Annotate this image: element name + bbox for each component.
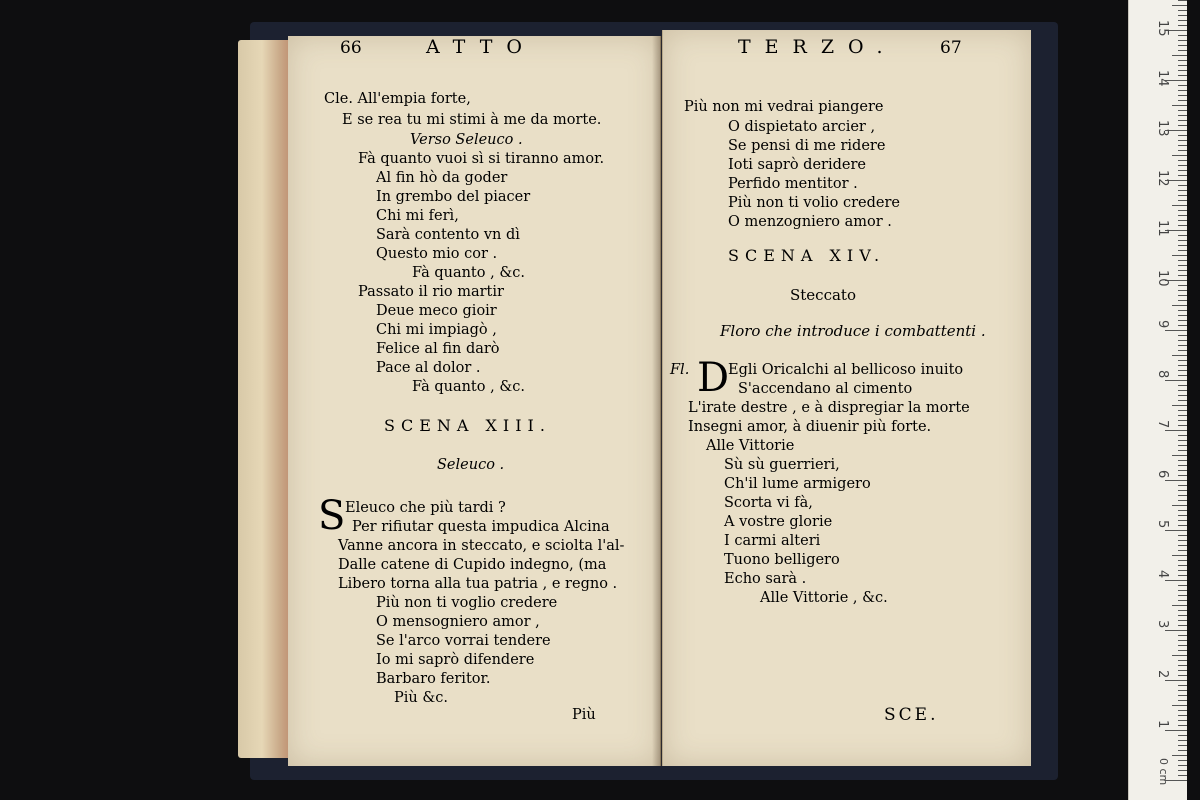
ruler-number: 5	[1155, 520, 1170, 529]
ruler-tick	[1178, 335, 1187, 336]
text-line: A vostre glorie	[724, 514, 833, 530]
ruler-tick	[1178, 50, 1187, 51]
ruler-tick	[1178, 770, 1187, 771]
ruler-tick	[1178, 210, 1187, 211]
text-line: Dalle catene di Cupido indegno, (ma	[338, 557, 607, 573]
ruler-tick	[1178, 740, 1187, 741]
ruler-tick	[1178, 325, 1187, 326]
ruler-tick	[1178, 125, 1187, 126]
ruler-number: 11	[1155, 220, 1170, 237]
text-line: Fà quanto vuoi sì si tiranno amor.	[358, 151, 605, 167]
ruler-tick	[1178, 620, 1187, 621]
ruler-tick	[1178, 525, 1187, 526]
ruler-tick	[1178, 640, 1187, 641]
ruler-tick	[1178, 290, 1187, 291]
ruler-tick	[1178, 340, 1187, 341]
text-line: Per rifiutar questa impudica Alcina	[352, 519, 610, 535]
ruler-tick	[1178, 760, 1187, 761]
ruler-tick	[1178, 610, 1187, 611]
ruler-tick	[1178, 350, 1187, 351]
ruler-number: 6	[1155, 470, 1170, 479]
ruler-tick	[1178, 235, 1187, 236]
ruler-tick	[1178, 450, 1187, 451]
ruler-tick	[1178, 85, 1187, 86]
ruler-tick	[1178, 195, 1187, 196]
text-line: Se l'arco vorrai tendere	[376, 633, 551, 649]
ruler-tick	[1165, 630, 1187, 631]
text-line: Più non ti volio credere	[728, 195, 900, 211]
stage-direction: Verso Seleuco .	[410, 132, 523, 148]
ruler-tick	[1178, 260, 1187, 261]
ruler-number: 3	[1155, 620, 1170, 629]
ruler-number: 14	[1155, 70, 1170, 87]
text-line: Insegni amor, à diuenir più forte.	[688, 419, 932, 435]
ruler-tick	[1172, 555, 1187, 556]
text-line: Alle Vittorie , &c.	[760, 590, 888, 606]
ruler-tick	[1178, 170, 1187, 171]
ruler-tick	[1178, 685, 1187, 686]
ruler-tick	[1178, 460, 1187, 461]
ruler-tick	[1178, 385, 1187, 386]
ruler-tick	[1178, 515, 1187, 516]
scene-character: Seleuco .	[437, 457, 505, 473]
text-line: Barbaro feritor.	[376, 671, 491, 687]
ruler-tick	[1178, 315, 1187, 316]
ruler-number: 8	[1155, 370, 1170, 379]
ruler-tick	[1178, 145, 1187, 146]
ruler-tick	[1178, 635, 1187, 636]
text-line: Al fin hò da goder	[376, 170, 508, 186]
ruler-tick	[1178, 60, 1187, 61]
ruler-tick	[1165, 530, 1187, 531]
ruler-tick	[1178, 300, 1187, 301]
ruler-tick	[1178, 285, 1187, 286]
ruler-tick	[1178, 275, 1187, 276]
ruler-tick	[1178, 550, 1187, 551]
ruler-tick	[1178, 465, 1187, 466]
ruler-tick	[1178, 670, 1187, 671]
ruler-tick	[1178, 710, 1187, 711]
ruler-tick	[1178, 425, 1187, 426]
ruler-tick	[1178, 625, 1187, 626]
text-line: Ioti saprò deridere	[728, 157, 866, 173]
ruler-tick	[1178, 565, 1187, 566]
ruler-tick	[1178, 135, 1187, 136]
ruler-tick	[1178, 375, 1187, 376]
ruler-tick	[1178, 25, 1187, 26]
text-line: Fà quanto , &c.	[412, 265, 525, 281]
ruler-tick	[1178, 220, 1187, 221]
ruler-tick	[1178, 165, 1187, 166]
ruler-tick	[1178, 365, 1187, 366]
ruler-tick	[1178, 435, 1187, 436]
ruler-tick	[1178, 575, 1187, 576]
ruler-tick	[1178, 520, 1187, 521]
text-line: In grembo del piacer	[376, 189, 531, 205]
text-line: Ch'il lume armigero	[724, 476, 871, 492]
ruler-tick	[1178, 110, 1187, 111]
ruler-tick	[1178, 245, 1187, 246]
ruler-tick	[1178, 725, 1187, 726]
left-running-header: ATTO	[426, 36, 536, 58]
ruler-tick	[1172, 755, 1187, 756]
right-page-number: 67	[940, 38, 962, 58]
ruler-tick	[1178, 585, 1187, 586]
ruler-tick	[1178, 265, 1187, 266]
ruler-tick	[1178, 560, 1187, 561]
scene-character: Floro che introduce i combattenti .	[720, 322, 986, 340]
ruler-tick	[1178, 75, 1187, 76]
ruler-tick	[1178, 590, 1187, 591]
ruler-tick	[1172, 105, 1187, 106]
ruler-tick	[1178, 495, 1187, 496]
ruler-tick	[1178, 200, 1187, 201]
ruler-tick	[1178, 475, 1187, 476]
ruler-tick	[1178, 675, 1187, 676]
scene-title: SCENA XIV.	[728, 246, 886, 265]
ruler-tick	[1165, 380, 1187, 381]
text-line: E se rea tu mi stimi à me da morte.	[342, 112, 602, 128]
text-line: Più &c.	[394, 690, 448, 706]
text-line: L'irate destre , e à dispregiar la morte	[688, 400, 970, 416]
ruler-tick	[1172, 5, 1187, 6]
ruler-tick	[1178, 20, 1187, 21]
ruler-tick	[1178, 775, 1187, 776]
ruler-tick	[1178, 535, 1187, 536]
text-line: O dispietato arcier ,	[728, 119, 876, 135]
text-line: Sù sù guerrieri,	[724, 457, 840, 473]
text-line: Chi mi impiagò ,	[376, 322, 497, 338]
ruler-number: 1	[1155, 720, 1170, 729]
ruler-tick	[1178, 600, 1187, 601]
ruler-tick	[1172, 155, 1187, 156]
ruler-tick	[1178, 715, 1187, 716]
ruler-tick	[1178, 615, 1187, 616]
ruler-tick	[1178, 440, 1187, 441]
drop-cap: S	[318, 493, 346, 539]
text-line: Sarà contento vn dì	[376, 227, 520, 243]
ruler-tick	[1178, 175, 1187, 176]
ruler-tick	[1178, 160, 1187, 161]
ruler-number: 9	[1155, 320, 1170, 329]
ruler-tick	[1178, 35, 1187, 36]
text-line: Fà quanto , &c.	[412, 379, 525, 395]
ruler-number: 15	[1155, 20, 1170, 37]
ruler-tick	[1172, 55, 1187, 56]
catchword: Più	[572, 707, 596, 723]
ruler-tick	[1165, 580, 1187, 581]
ruler-tick	[1178, 400, 1187, 401]
text-line: Più non ti voglio credere	[376, 595, 558, 611]
ruler-tick	[1178, 490, 1187, 491]
speaker-label: Fl.	[670, 362, 690, 378]
text-line: Alle Vittorie	[706, 438, 795, 454]
drop-cap: D	[697, 355, 730, 401]
ruler-tick	[1178, 540, 1187, 541]
text-line: Felice al fin darò	[376, 341, 500, 357]
ruler-tick	[1178, 240, 1187, 241]
ruler-tick	[1172, 705, 1187, 706]
ruler-tick	[1178, 750, 1187, 751]
ruler-tick	[1172, 405, 1187, 406]
ruler-tick	[1178, 310, 1187, 311]
ruler-tick	[1178, 0, 1187, 1]
text-line: Deue meco gioir	[376, 303, 497, 319]
ruler-tick	[1178, 115, 1187, 116]
ruler-tick	[1178, 645, 1187, 646]
ruler-tick	[1178, 185, 1187, 186]
ruler-tick	[1178, 700, 1187, 701]
ruler-tick	[1178, 570, 1187, 571]
ruler-tick	[1172, 205, 1187, 206]
ruler-tick	[1178, 650, 1187, 651]
text-line: Questo mio cor .	[376, 246, 498, 262]
ruler-tick	[1178, 120, 1187, 121]
ruler-tick	[1178, 345, 1187, 346]
ruler-tick	[1178, 95, 1187, 96]
ruler-tick	[1178, 470, 1187, 471]
ruler-tick	[1178, 370, 1187, 371]
ruler-number: 7	[1155, 420, 1170, 429]
ruler-tick	[1178, 410, 1187, 411]
ruler-tick	[1178, 70, 1187, 71]
right-running-header: TERZO.	[738, 36, 897, 58]
ruler-tick	[1178, 665, 1187, 666]
ruler-tick	[1165, 330, 1187, 331]
ruler-number: 10	[1155, 270, 1170, 287]
text-line: I carmi alteri	[724, 533, 821, 549]
text-line: O mensogniero amor ,	[376, 614, 540, 630]
ruler-tick	[1165, 430, 1187, 431]
ruler-tick	[1178, 140, 1187, 141]
text-line: Cle. All'empia forte,	[324, 91, 471, 107]
text-line: Passato il rio martir	[358, 284, 504, 300]
ruler-tick	[1165, 680, 1187, 681]
ruler-tick	[1178, 190, 1187, 191]
ruler-tick	[1172, 255, 1187, 256]
scene-title: SCENA XIII.	[384, 416, 551, 435]
ruler-tick	[1172, 355, 1187, 356]
ruler-tick	[1178, 150, 1187, 151]
text-line: Tuono belligero	[724, 552, 840, 568]
ruler-tick	[1178, 420, 1187, 421]
ruler-tick	[1178, 100, 1187, 101]
ruler-tick	[1178, 690, 1187, 691]
ruler-tick	[1178, 390, 1187, 391]
ruler-tick	[1178, 90, 1187, 91]
ruler-tick	[1165, 480, 1187, 481]
ruler-tick	[1178, 660, 1187, 661]
text-line: Egli Oricalchi al bellicoso inuito	[728, 362, 964, 378]
text-line: Vanne ancora in steccato, e sciolta l'al-	[338, 538, 625, 554]
text-line: Io mi saprò difendere	[376, 652, 535, 668]
ruler-tick	[1178, 395, 1187, 396]
ruler-tick	[1178, 40, 1187, 41]
ruler-tick	[1178, 215, 1187, 216]
ruler-tick	[1178, 250, 1187, 251]
text-line: Chi mi ferì,	[376, 208, 459, 224]
ruler-unit-label: 0 cm	[1157, 758, 1170, 786]
ruler-tick	[1172, 505, 1187, 506]
ruler-tick	[1178, 65, 1187, 66]
ruler-tick	[1178, 745, 1187, 746]
left-page-number: 66	[340, 38, 362, 58]
ruler-tick	[1178, 595, 1187, 596]
text-line: Più non mi vedrai piangere	[684, 99, 884, 115]
ruler-tick	[1178, 45, 1187, 46]
ruler-tick	[1178, 695, 1187, 696]
text-line: Eleuco che più tardi ?	[345, 500, 506, 516]
ruler-tick	[1178, 225, 1187, 226]
text-line: O menzogniero amor .	[728, 214, 892, 230]
text-line: Scorta vi fà,	[724, 495, 813, 511]
scene-setting: Steccato	[790, 286, 856, 304]
ruler-tick	[1178, 545, 1187, 546]
ruler-tick	[1178, 510, 1187, 511]
ruler-tick	[1178, 720, 1187, 721]
ruler-number: 12	[1155, 170, 1170, 187]
ruler-tick	[1178, 485, 1187, 486]
text-line: S'accendano al cimento	[738, 381, 913, 397]
ruler-tick	[1172, 655, 1187, 656]
ruler-tick	[1172, 455, 1187, 456]
ruler-tick	[1165, 730, 1187, 731]
ruler-tick	[1178, 500, 1187, 501]
ruler-tick	[1178, 360, 1187, 361]
ruler-tick	[1178, 10, 1187, 11]
ruler-tick	[1178, 765, 1187, 766]
catchword: SCE.	[884, 705, 939, 725]
ruler-tick	[1178, 735, 1187, 736]
ruler-number: 13	[1155, 120, 1170, 137]
text-line: Se pensi di me ridere	[728, 138, 886, 154]
ruler-tick	[1178, 295, 1187, 296]
ruler-tick	[1178, 320, 1187, 321]
text-line: Perfido mentitor .	[728, 176, 858, 192]
text-line: Echo sarà .	[724, 571, 807, 587]
text-line: Pace al dolor .	[376, 360, 481, 376]
ruler-number: 4	[1155, 570, 1170, 579]
ruler-number: 2	[1155, 670, 1170, 679]
ruler-tick	[1172, 605, 1187, 606]
ruler-tick	[1172, 305, 1187, 306]
ruler-tick	[1178, 270, 1187, 271]
ruler-tick	[1178, 415, 1187, 416]
text-line: Libero torna alla tua patria , e regno .	[338, 576, 618, 592]
ruler-tick	[1178, 445, 1187, 446]
ruler-tick	[1178, 15, 1187, 16]
